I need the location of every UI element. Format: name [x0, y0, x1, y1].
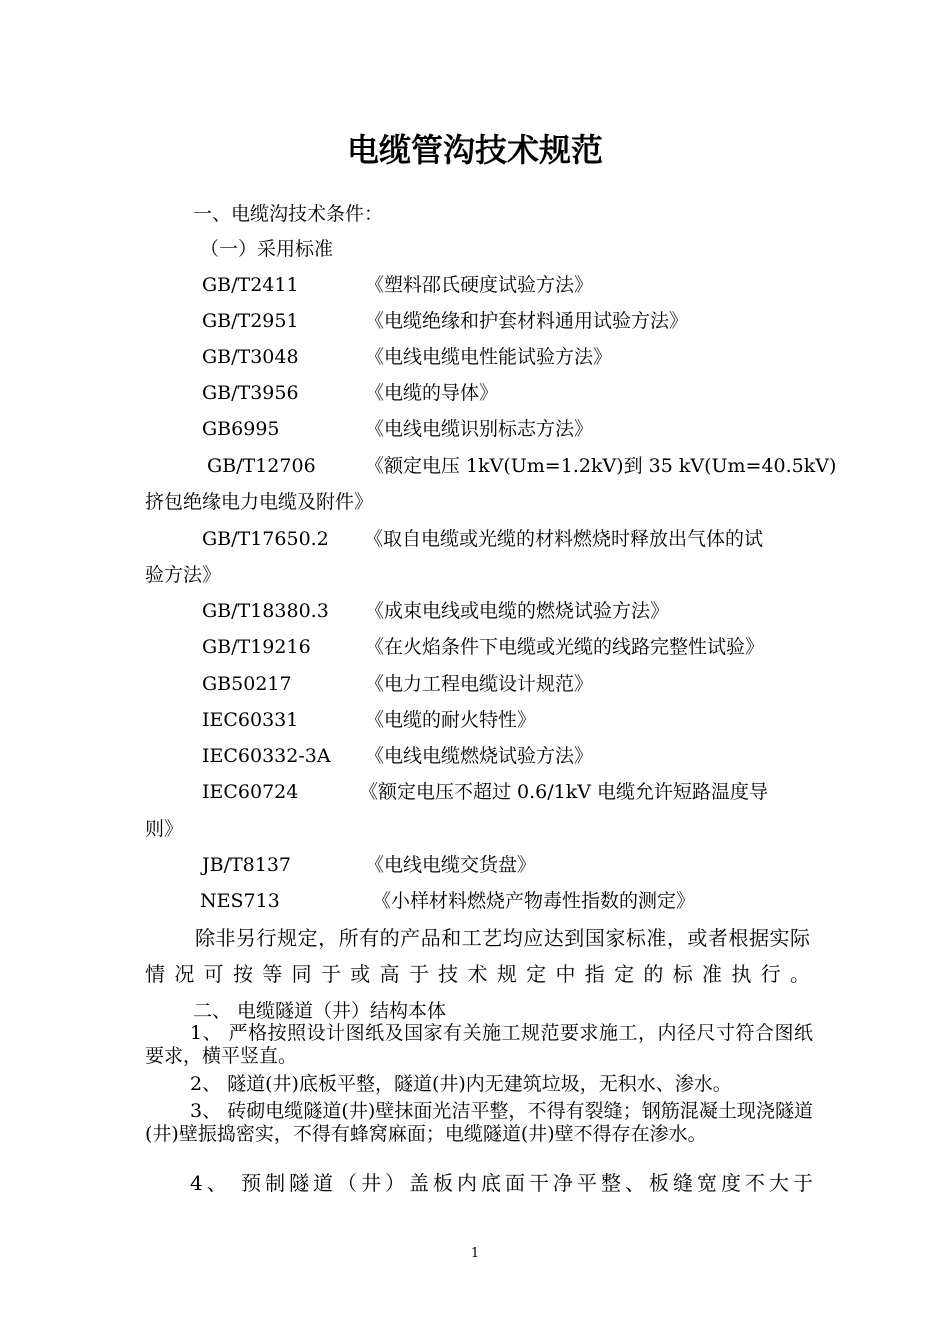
- section2-heading: 二、 电缆隧道（井）结构本体: [193, 1000, 447, 1022]
- standard-code: GB/T19216: [202, 636, 311, 658]
- standard-row: [202, 598, 822, 624]
- standard-code: GB/T3956: [202, 382, 299, 404]
- standard-row: [202, 272, 822, 298]
- standard-name: 《在火焰条件下电缆或光缆的线路完整性试验》: [365, 636, 765, 658]
- standard-code: IEC60724: [202, 781, 299, 803]
- page-number: 1: [470, 1246, 480, 1261]
- standard-name: 《小样材料燃烧产物毒性指数的测定》: [372, 890, 696, 912]
- section2-item: 3、 砖砌电缆隧道(井)壁抹面光洁平整，不得有裂缝；钢筋混凝土现浇隧道(井)壁振捣密实，不得有蜂窝麻面；电缆隧道(井)壁不得存在渗水。: [145, 1100, 813, 1145]
- standard-row: [202, 671, 822, 697]
- standard-row: [200, 888, 820, 914]
- standard-name: 《电线电缆识别标志方法》: [365, 418, 594, 440]
- standard-name-continued: 挤包绝缘电力电缆及附件》: [145, 491, 374, 513]
- standard-code: GB/T17650.2: [202, 528, 329, 550]
- standard-name-continued: 验方法》: [145, 564, 222, 586]
- standard-row: [202, 380, 822, 406]
- section2-item: 1、 严格按照设计图纸及国家有关施工规范要求施工，内径尺寸符合图纸要求，横平竖直。: [145, 1022, 813, 1067]
- standard-code: NES713: [200, 890, 280, 912]
- standard-code: IEC60332-3A: [202, 745, 331, 767]
- standard-row: [202, 743, 822, 769]
- standard-name: 《电线电缆燃烧试验方法》: [365, 745, 594, 767]
- standard-code: JB/T8137: [202, 854, 292, 876]
- standard-code: GB6995: [202, 418, 280, 440]
- standard-code: GB/T3048: [202, 346, 299, 368]
- standard-name: 《电线电缆交货盘》: [365, 854, 537, 876]
- standard-code: GB/T18380.3: [202, 600, 329, 622]
- standard-code: GB/T12706: [207, 455, 316, 477]
- section2-item: 4、 预制隧道（井）盖板内底面干净平整、板缝宽度不大于: [190, 1171, 813, 1195]
- standard-row: [202, 308, 822, 334]
- section2-item: 2、 隧道(井)底板平整，隧道(井)内无建筑垃圾，无积水、渗水。: [190, 1073, 732, 1095]
- standard-row: [202, 852, 822, 878]
- standard-code: GB/T2951: [202, 310, 299, 332]
- standard-code: GB50217: [202, 673, 292, 695]
- standard-code: GB/T2411: [202, 274, 299, 296]
- standard-name: 《电缆的导体》: [365, 382, 499, 404]
- standard-row: [202, 779, 822, 805]
- standard-name: 《塑料邵氏硬度试验方法》: [365, 274, 594, 296]
- standards-note: 除非另行规定，所有的产品和工艺均应达到国家标准，或者根据实际情况可按等同于或高于技术规定中指定的标准执行。: [145, 926, 810, 986]
- standard-name: 《电线电缆电性能试验方法》: [365, 346, 613, 368]
- section1-subheading: （一）采用标准: [200, 238, 334, 260]
- section1-heading: 一、电缆沟技术条件：: [193, 203, 384, 225]
- standard-name: 《电力工程电缆设计规范》: [365, 673, 594, 695]
- standard-row: [207, 453, 837, 479]
- standard-row: [202, 634, 822, 660]
- standard-name: 《额定电压不超过 0.6/1kV 电缆允许短路温度导: [359, 781, 769, 803]
- standard-name: 《成束电线或电缆的燃烧试验方法》: [365, 600, 670, 622]
- standard-code: IEC60331: [202, 709, 299, 731]
- standard-name: 《电缆绝缘和护套材料通用试验方法》: [365, 310, 689, 332]
- standard-name-continued: 则》: [145, 818, 184, 840]
- standard-row: [202, 707, 822, 733]
- standard-row: [202, 526, 822, 552]
- standard-name: 《取自电缆或光缆的材料燃烧时释放出气体的试: [364, 528, 764, 550]
- standard-name: 《额定电压 1kV(Um=1.2kV)到 35 kV(Um=40.5kV): [365, 455, 837, 477]
- standard-row: [202, 344, 822, 370]
- document-title: 电缆管沟技术规范: [346, 131, 603, 169]
- standard-row: [202, 416, 822, 442]
- standard-name: 《电缆的耐火特性》: [365, 709, 537, 731]
